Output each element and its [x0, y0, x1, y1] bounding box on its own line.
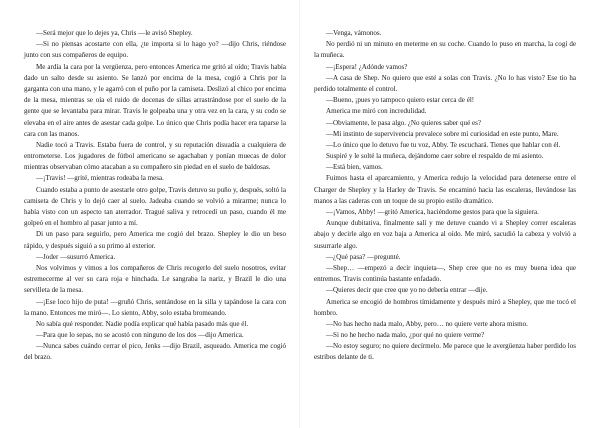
- paragraph: —Está bien, vamos.: [326, 163, 383, 172]
- paragraph: Me ardía la cara por la vergüenza, pero entonces America me gritó al oído; Travis había dado un salto desde su asiento. Se lanzó por encima de la mesa, cogió a Chris por la garganta con una mano, y le agarró con el puño por la camiseta. Deslizó al chico por encima de la mesa, mientras se oía el ruido de docenas de sillas arrastrándose por el suelo de la gente que se levantaba para mirar. Travis le golpeaba una y otra vez en la cara, y su codo se elevaba en el aire antes de asestar cada golpe. Lo único que Chris podía hacer era taparse la cara con las manos.: [24, 62, 286, 138]
- paragraph: —A casa de Shep. No quiero que esté a solas con Travis. ¿No lo has visto? Ese tío ha perdido totalmente el control.: [314, 73, 576, 93]
- paragraph: —Para que lo sepas, no se acostó con ninguno de los dos —dijo America.: [36, 331, 244, 340]
- paragraph: Nadie tocó a Travis. Estaba fuera de control, y su reputación disuadía a cualquiera de entrometerse. Los jugadores de fútbol americano se agachaban y ponían muecas de dolor mientras observaban cómo atacaban a su compañero sin piedad en el suelo de baldosas.: [24, 140, 286, 172]
- paragraph: —Quieres decir que cree que yo no debería entrar —dije.: [326, 286, 488, 295]
- paragraph: —Venga, vámonos.: [326, 29, 382, 37]
- paragraph: Cuando estaba a punto de asestarle otro golpe, Travis detuvo su puño y, después, soltó la camiseta de Chris y lo dejó caer al suelo. Jadeaba cuando se volvió a mirarme; nunca lo había visto con un aspecto tan aterrador. Tragué saliva y retrocedí un paso, cuando él me golpeó en el hombro al pasar junto a mí.: [24, 185, 286, 228]
- paragraph: —Lo único que lo detuvo fue tu voz, Abby. Te escuchará. Tienes que hablar con él.: [326, 140, 561, 149]
- paragraph: —Bueno, ¡pues yo tampoco quiero estar cerca de él!: [326, 96, 475, 105]
- paragraph: —Mi instinto de supervivencia prevalece sobre mi curiosidad en este punto, Mare.: [326, 129, 559, 138]
- paragraph: —Obviamente, le pasa algo. ¿No quieres saber qué es?: [326, 118, 481, 127]
- paragraph: —Será mejor que lo dejes ya, Chris —le avisó Shepley.: [36, 29, 193, 37]
- page-gutter: [299, 0, 300, 428]
- paragraph: —No has hecho nada malo, Abby, pero… no quiere verte ahora mismo.: [326, 319, 528, 328]
- paragraph: —Si no he hecho nada malo, ¿por qué no quiere verme?: [326, 331, 485, 340]
- paragraph: —Shep… —empezó a decir inquieta—, Shep cree que no es muy buena idea que entremos. Travis continúa bastante enfadado.: [314, 263, 576, 284]
- paragraph: Suspiré y le solté la muñeca, dejándome caer sobre el respaldo de mi asiento.: [326, 152, 544, 161]
- paragraph: —¡Espera! ¿Adónde vamos?: [326, 62, 408, 71]
- paragraph: —¡Travis! —grité, mientras rodeaba la mesa.: [36, 174, 164, 183]
- paragraph: —No estoy seguro; no quiere decírmelo. Me parece que le avergüenza haber perdido los estribos delante de ti.: [314, 342, 576, 362]
- paragraph: Aunque dubitativa, finalmente salí y me detuve cuando vi a Shepley correr escaleras abajo y decirle algo en voz baja a America al oído. Me miró, sacudió la cabeza y volvió a susurrarle algo.: [314, 219, 576, 250]
- paragraph: —Si no piensas acostarte con ella, ¿te importa si lo hago yo? —dijo Chris, riéndose junto con sus compañeros de equipo.: [24, 40, 286, 60]
- paragraph: Di un paso para seguirlo, pero America me cogió del brazo. Shepley le dio un beso rápido, y después siguió a su primo al exterior.: [24, 230, 286, 250]
- paragraph: —¡Ese loco hijo de puta! —gruñó Chris, sentándose en la silla y tapándose la cara con la mano. Entonces me miró—. Lo siento, Abby, solo estaba bromeando.: [24, 297, 286, 317]
- paragraph: —Nunca sabes cuándo cerrar el pico, Jenks —dijo Brazil, asqueado. America me cogió del brazo.: [24, 342, 286, 362]
- paragraph: America se encogió de hombros tímidamente y después miró a Shepley, que me tocó el hombro.: [314, 297, 576, 317]
- paragraph: No sabía qué responder. Nadie podía explicar qué había pasado más que él.: [36, 319, 249, 328]
- paragraph: Fuimos hasta el aparcamiento, y America redujo la velocidad para detenerse entre el Charger de Shepley y la Harley de Travis. Se encaminó hacia las escaleras, llevándose las manos a las caderas con un toque de su propio estilo dramático.: [314, 174, 576, 205]
- paragraph: America me miró con incredulidad.: [326, 107, 427, 116]
- right-page: [314, 28, 576, 364]
- left-page: [24, 28, 286, 364]
- paragraph: Nos volvimos y vimos a los compañeros de Chris recogerlo del suelo nosotros, evitar estremecerme al ver su cara roja e hinchada. Le sangraba la nariz, y Brazil le dio una servilleta de la mesa.: [24, 263, 286, 295]
- paragraph: —Joder —susurró America.: [36, 252, 116, 261]
- paragraph: —¿Qué pasa? —pregunté.: [326, 252, 401, 261]
- paragraph: —¡Vamos, Abby! —gritó America, haciéndome gestos para que la siguiera.: [326, 208, 539, 216]
- paragraph: No perdió ni un minuto en meterme en su coche. Cuando lo puso en marcha, la cogí de la muñeca.: [314, 40, 576, 60]
